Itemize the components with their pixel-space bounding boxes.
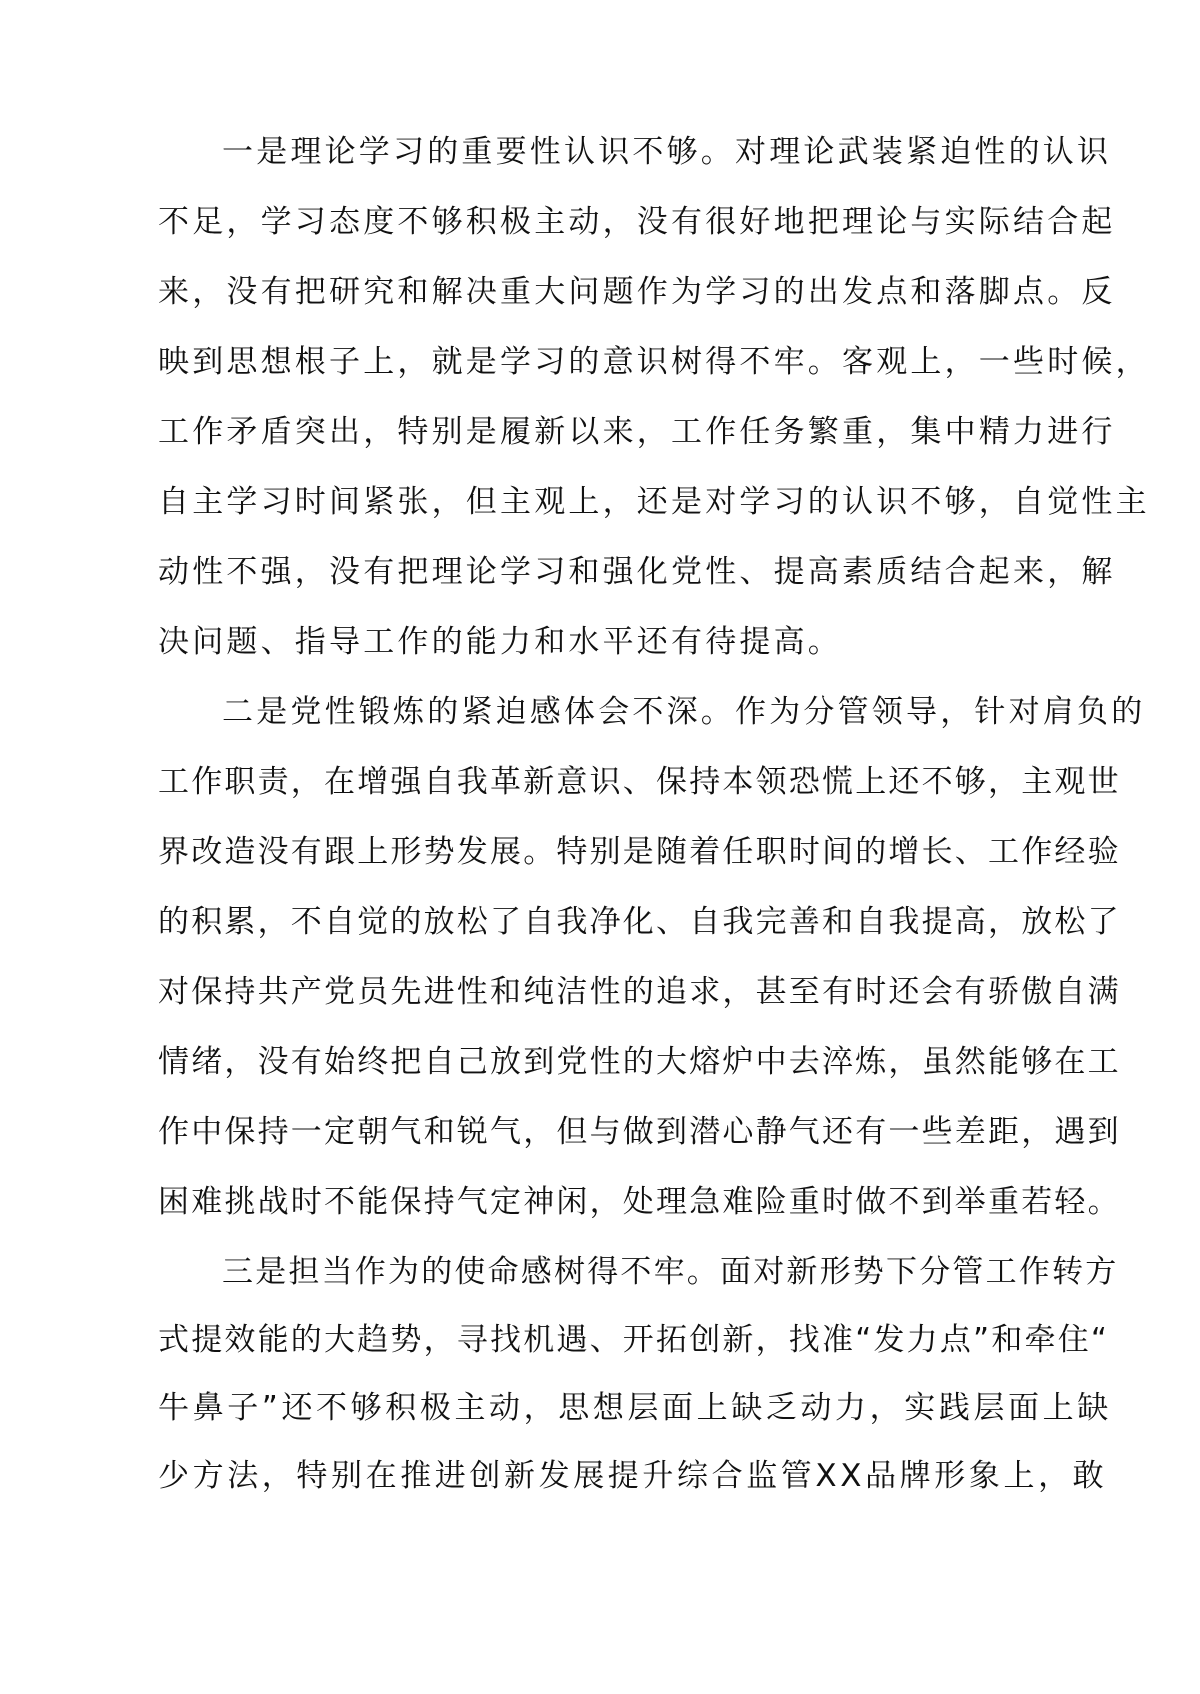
text-line: 工作矛盾突出，特别是履新以来，工作任务繁重，集中精力进行 <box>158 414 1116 450</box>
text-line: 式提效能的大趋势，寻找机遇、开拓创新，找准“发力点”和牵住“ <box>158 1322 1110 1358</box>
text-line: 少方法，特别在推进创新发展提升综合监管XX品牌形象上，敢 <box>158 1458 1108 1494</box>
text-line: 情绪，没有始终把自己放到党性的大熔炉中去淬炼，虽然能够在工 <box>158 1044 1121 1080</box>
text-line: 三是担当作为的使命感树得不牢。面对新形势下分管工作转方 <box>222 1254 1119 1290</box>
text-line: 困难挑战时不能保持气定神闲，处理急难险重时做不到举重若轻。 <box>158 1184 1121 1220</box>
text-line: 对保持共产党员先进性和纯洁性的追求，甚至有时还会有骄傲自满 <box>158 974 1121 1010</box>
text-line: 的积累，不自觉的放松了自我净化、自我完善和自我提高，放松了 <box>158 904 1121 940</box>
text-line: 一是理论学习的重要性认识不够。对理论武装紧迫性的认识 <box>222 134 1112 170</box>
text-line: 牛鼻子”还不够积极主动，思想层面上缺乏动力，实践层面上缺 <box>158 1390 1112 1426</box>
text-line: 二是党性锻炼的紧迫感体会不深。作为分管领导，针对肩负的 <box>222 694 1146 730</box>
text-line: 决问题、指导工作的能力和水平还有待提高。 <box>158 624 842 660</box>
text-line: 不足，学习态度不够积极主动，没有很好地把理论与实际结合起 <box>158 204 1116 240</box>
text-line: 界改造没有跟上形势发展。特别是随着任职时间的增长、工作经验 <box>158 834 1121 870</box>
text-line: 作中保持一定朝气和锐气，但与做到潜心静气还有一些差距，遇到 <box>158 1114 1121 1150</box>
text-line: 自主学习时间紧张，但主观上，还是对学习的认识不够，自觉性主 <box>158 484 1150 520</box>
text-line: 映到思想根子上，就是学习的意识树得不牢。客观上，一些时候， <box>158 344 1150 380</box>
text-line: 工作职责，在增强自我革新意识、保持本领恐慌上还不够，主观世 <box>158 764 1121 800</box>
text-line: 动性不强，没有把理论学习和强化党性、提高素质结合起来，解 <box>158 554 1116 590</box>
text-line: 来，没有把研究和解决重大问题作为学习的出发点和落脚点。反 <box>158 274 1116 310</box>
